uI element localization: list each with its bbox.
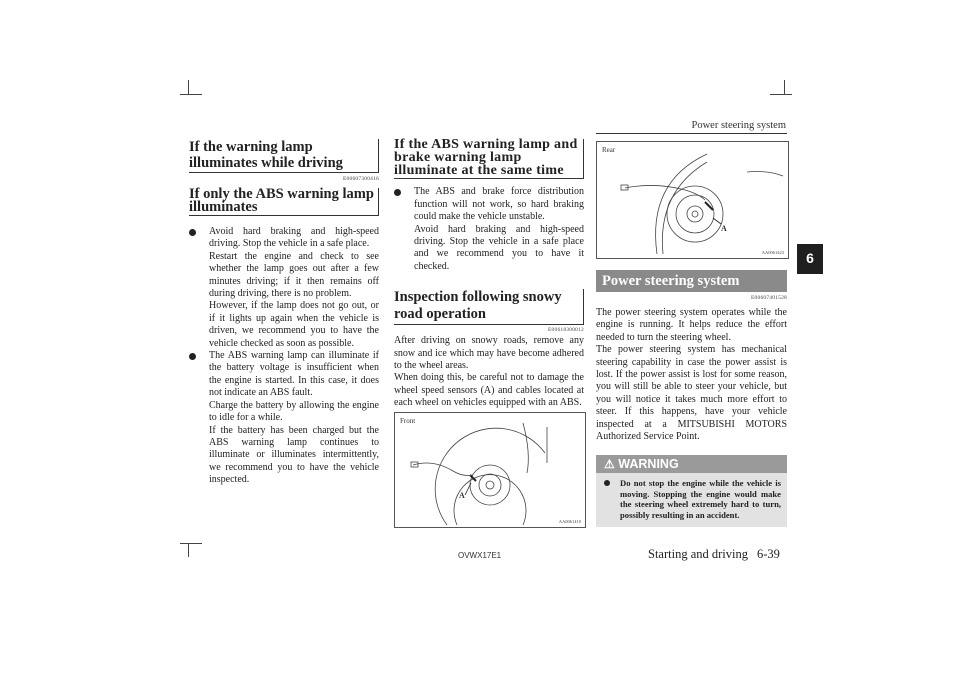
wheel-diagram — [395, 413, 585, 527]
bullet-icon — [189, 229, 196, 236]
section-code: E00607300416 — [342, 176, 379, 182]
front-wheel-figure — [394, 412, 586, 528]
column-1 — [189, 139, 379, 487]
wheel-diagram — [597, 142, 788, 258]
figure-code: AA0061423 — [761, 250, 784, 255]
running-header: Power steering system — [691, 120, 786, 131]
header-rule — [596, 133, 787, 134]
list-item — [394, 186, 584, 273]
page-number: 6-39 — [757, 547, 780, 561]
bullet-text: The ABS and brake force distribution function will not work, so hard braking could make the vehicle unstable. Avoid hard braking and high-speed driving. Stop the vehicle in a safe place and we recommend you to have it checked. — [414, 186, 584, 272]
column-2 — [394, 139, 584, 410]
warning-header — [596, 455, 787, 473]
figure-marker-a: A — [459, 491, 465, 500]
bullet-list — [189, 226, 379, 487]
heading-snowy-road: Inspection following snowy road operation — [394, 289, 584, 325]
crop-mark — [188, 543, 189, 557]
bullet-icon — [604, 480, 610, 486]
bullet-text: The ABS warning lamp can illuminate if the battery voltage is insufficient when the engine is started. In this case, it does not indicate an ABS fault. Charge the battery by allowing the engine to idle for a while. If the battery has been charged but the ABS warning lamp continues to illuminate or illuminates intermittently, we recommend you to have the vehicle inspected. — [209, 350, 379, 486]
crop-mark — [784, 80, 785, 94]
doc-code: OVWX17E1 — [458, 551, 502, 560]
bullet-icon — [189, 353, 196, 360]
section-code: E00618300012 — [547, 327, 584, 334]
list-item — [604, 478, 781, 520]
warning-title: WARNING — [618, 457, 679, 471]
bullet-text: Avoid hard braking and high-speed driving. Stop the vehicle in a safe place. Restart the engine and check to see whether the lamp goes out after a few minutes driving; if it then remains off during driving, there is no problem. However, if the lamp does not go out, or if it lights up again when the vehicle is driven, we recommend you to have the vehicle checked as soon as possible. — [209, 226, 379, 349]
crop-mark — [188, 80, 189, 94]
power-steering-section-title: Power steering system — [596, 270, 787, 292]
figure-marker-a: A — [721, 224, 727, 233]
crop-mark — [770, 94, 792, 95]
list-item — [189, 226, 379, 350]
heading-abs-only: If only the ABS warning lamp illuminates — [189, 188, 379, 216]
warning-text: Do not stop the engine while the vehicle is moving. Stopping the engine would make the steering wheel extremely hard to turn, possibly resulting in an accident. — [620, 478, 781, 520]
bullet-icon — [394, 189, 401, 196]
chapter-tab[interactable]: 6 — [797, 244, 823, 274]
heading-warning-lamp-driving: If the warning lamp illuminates while driving — [189, 139, 379, 173]
warning-triangle-icon: ⚠ — [604, 457, 615, 471]
figure-label: Rear — [602, 146, 616, 154]
figure-label: Front — [400, 417, 416, 425]
rear-wheel-figure — [596, 141, 789, 259]
figure-code: AA0061410 — [558, 519, 581, 524]
heading-abs-and-brake: If the ABS warning lamp and brake warning lamp illuminate at the same time — [394, 139, 584, 179]
footer-chapter: Starting and driving — [648, 547, 748, 561]
list-item — [189, 350, 379, 486]
crop-mark — [180, 94, 202, 95]
warning-box — [596, 455, 787, 527]
crop-mark — [180, 543, 202, 544]
power-steering-paragraph: The power steering system operates while the engine is running. It helps reduce the effort needed to turn the steering wheel. The power steering system has mechanical steering capability in case the power assist is lost. If the power assist is lost for some reason, you will still be able to steer your vehicle, but you will notice it takes much more effort to steer. If this happens, have your vehicle inspected at a MITSUBISHI MOTORS Authorized Service Point. — [596, 307, 787, 443]
section-code: E00607401528 — [750, 295, 787, 301]
snowy-road-paragraph: After driving on snowy roads, remove any snow and ice which may have become adhered to the wheel areas. When doing this, be careful not to damage the wheel speed sensors (A) and cables located at each wheel on vehicles equipped with an ABS. — [394, 335, 584, 409]
